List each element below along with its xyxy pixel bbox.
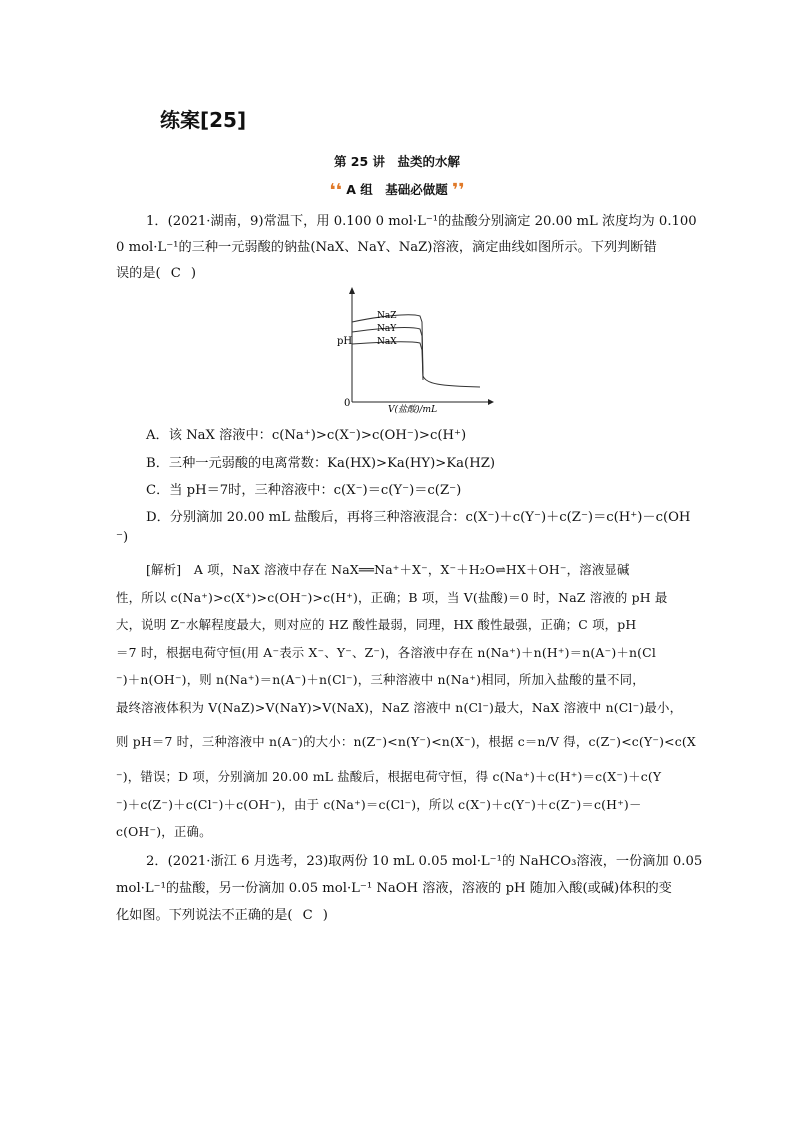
x-axis-arrow (488, 399, 494, 405)
q2-stem-line-3 (116, 904, 328, 923)
group-title (0, 180, 794, 201)
q2-close-paren: ) (322, 908, 328, 923)
lecture-title: 第 25 讲 盐类的水解 (333, 154, 461, 169)
q1-analysis-line-10: c(OH⁻)，正确。 (116, 824, 212, 839)
q1-stem-line-2: 0 mol·L⁻¹的三种一元弱酸的钠盐(NaX、NaY、NaZ)溶液，滴定曲线如图所示。下列判断错 (116, 240, 657, 255)
q1-option-b: B．三种一元弱酸的电离常数：Ka(HX)>Ka(HY)>Ka(HZ) (146, 456, 495, 471)
origin-label: 0 (344, 398, 351, 409)
q1-analysis-line-2: 性，所以 c(Na⁺)>c(X⁺)>c(OH⁻)>c(H⁺)，正确；B 项，当 V(盐酸)＝0 时，NaZ 溶液的 pH 最 (116, 590, 668, 605)
q2-stem-line-2: mol·L⁻¹的盐酸，另一份滴加 0.05 mol·L⁻¹ NaOH 溶液，溶液的 pH 随加入酸(或碱)体积的变 (116, 881, 672, 896)
x-axis-label: V(盐酸)/mL (388, 405, 438, 415)
q1-option-d: D．分别滴加 20.00 mL 盐酸后，再将三种溶液混合：c(X⁻)＋c(Y⁻)＋c(Z⁻)＝c(H⁺)－c(OH (146, 510, 691, 525)
q1-analysis-line-7: 则 pH＝7 时，三种溶液中 n(A⁻)的大小：n(Z⁻)<n(Y⁻)<n(X⁻)，根据 c＝n/V 得，c(Z⁻)<c(Y⁻)<c(X (116, 734, 696, 749)
q1-analysis-line-8: ⁻)，错误；D 项，分别滴加 20.00 mL 盐酸后，根据电荷守恒，得 c(Na⁺)＋c(H⁺)＝c(X⁻)＋c(Y (116, 769, 662, 784)
close-quote-icon: ❜❜ (452, 180, 465, 201)
q1-option-d-cont: ⁻) (116, 530, 129, 545)
group-title-text: A 组 基础必做题 (346, 182, 448, 197)
y-axis-label: pH (337, 336, 353, 347)
curve-label-naz: NaZ (377, 311, 397, 321)
open-quote-icon: ❛❛ (329, 180, 342, 201)
titration-curve-figure (330, 286, 495, 416)
q1-analysis-line-6: 最终溶液体积为 V(NaZ)>V(NaY)>V(NaX)，NaZ 溶液中 n(Cl⁻)最大，NaX 溶液中 n(Cl⁻)最小， (116, 700, 683, 715)
q1-close-paren: ) (190, 266, 196, 281)
q1-stem-text: 误的是( (116, 266, 161, 281)
q1-analysis-line-3: 大，说明 Z⁻水解程度最大，则对应的 HZ 酸性最弱，同理，HX 酸性最强，正确；C 项，pH (116, 617, 637, 632)
curve-label-nax: NaX (377, 337, 397, 347)
q1-stem-line-1: 1．(2021·湖南，9)常温下，用 0.100 0 mol·L⁻¹的盐酸分别滴定 20.00 mL 浓度均为 0.100 (146, 214, 697, 229)
y-axis-arrow (349, 287, 355, 294)
q1-analysis-line-5: ⁻)＋n(OH⁻)，则 n(Na⁺)＝n(A⁻)＋n(Cl⁻)，三种溶液中 n(Na⁺)相同，所加入盐酸的量不同， (116, 672, 645, 687)
q1-option-a: A．该 NaX 溶液中：c(Na⁺)>c(X⁻)>c(OH⁻)>c(H⁺) (146, 428, 467, 443)
q2-answer: C (302, 908, 313, 923)
q1-analysis-line-9: ⁻)＋c(Z⁻)＋c(Cl⁻)＋c(OH⁻)，由于 c(Na⁺)＝c(Cl⁻)，所以 c(X⁻)＋c(Y⁻)＋c(Z⁻)＝c(H⁺)－ (116, 797, 642, 812)
curve-label-nay: NaY (377, 324, 397, 334)
q2-stem-text: 化如图。下列说法不正确的是( (116, 908, 293, 923)
q1-stem-line-3 (116, 262, 196, 281)
q1-analysis-line-1: [解析] A 项，NaX 溶液中存在 NaX══Na⁺＋X⁻，X⁻＋H₂O⇌HX＋OH⁻，溶液显碱 (146, 562, 630, 577)
practice-heading: 练案[25] (160, 108, 247, 132)
q1-option-c: C．当 pH＝7时，三种溶液中：c(X⁻)＝c(Y⁻)＝c(Z⁻) (146, 483, 462, 498)
q1-analysis-line-4: ＝7 时，根据电荷守恒(用 A⁻表示 X⁻、Y⁻、Z⁻)，各溶液中存在 n(Na⁺)＋n(H⁺)＝n(A⁻)＋n(Cl (116, 645, 657, 660)
q2-stem-line-1: 2．(2021·浙江 6 月选考，23)取两份 10 mL 0.05 mol·L⁻¹的 NaHCO₃溶液，一份滴加 0.05 (146, 854, 703, 869)
curve-nay (352, 328, 423, 378)
q1-answer: C (170, 266, 181, 281)
curve-nax (352, 342, 423, 380)
curve-naz (352, 315, 480, 387)
